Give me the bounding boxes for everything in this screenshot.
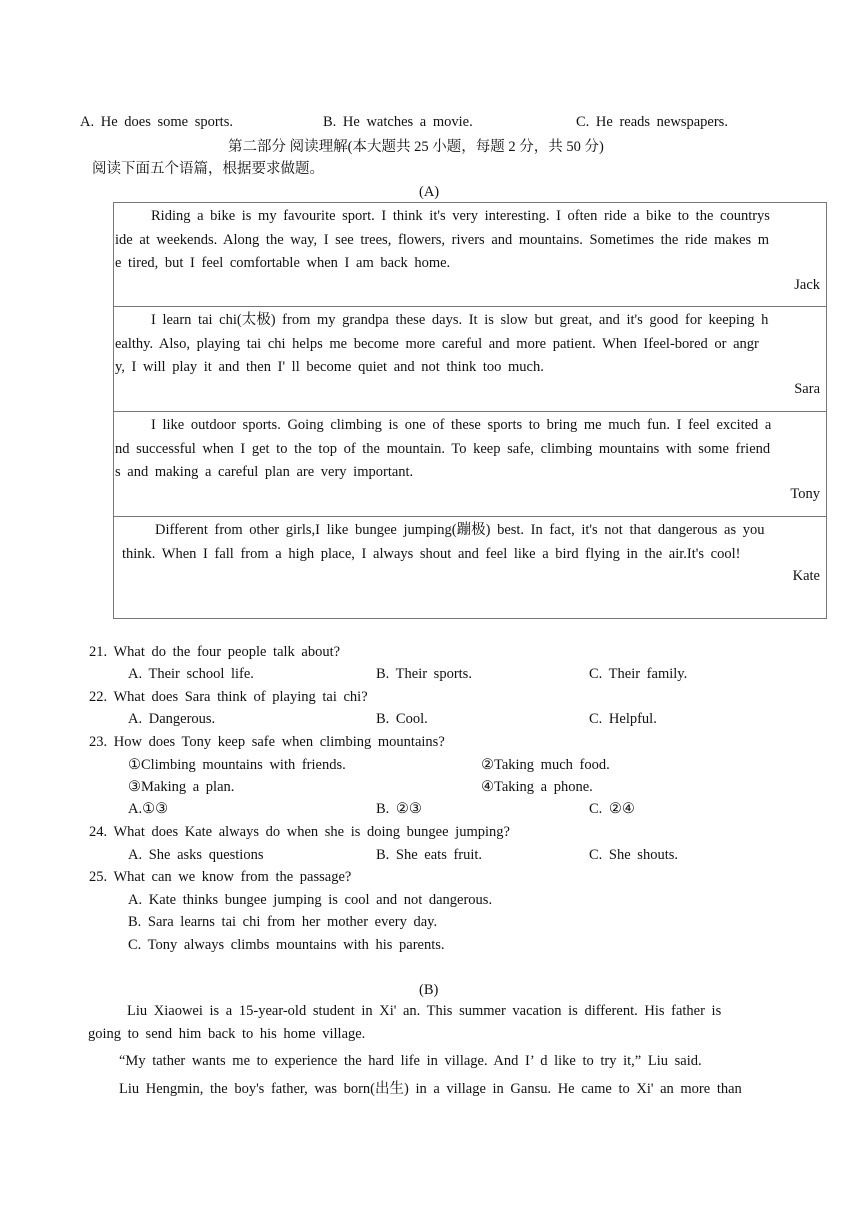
passage-a-label: (A): [419, 184, 440, 200]
entry-text: [114, 205, 826, 276]
entry-text: [114, 414, 826, 485]
q24-stem: 24. What does Kate always do when she is doing bungee jumping?: [89, 824, 510, 840]
prev-option-a: A. He does some sports.: [80, 114, 233, 130]
entry-author: Jack: [794, 277, 820, 293]
entry-author: Tony: [790, 486, 820, 502]
passage-b-p2: “My tather wants me to experience the hard life in village. And I’ d like to try it,” Liu said.: [119, 1053, 702, 1069]
q24-option-a: A. She asks questions: [128, 847, 264, 863]
q21-option-a: A. Their school life.: [128, 666, 254, 682]
q25-option-a: A. Kate thinks bungee jumping is cool and not dangerous.: [128, 892, 493, 908]
q23-stem: 23. How does Tony keep safe when climbing mountains?: [89, 734, 445, 750]
entry-line: I like outdoor sports. Going climbing is one of these sports to bring me much fun. I feel excited a: [151, 417, 772, 433]
q23-statement-3: ③Making a plan.: [128, 779, 235, 795]
q23-option-b: B. ②③: [376, 801, 422, 817]
passage-a-entry-jack: [113, 202, 827, 307]
passage-b-p3: Liu Hengmin, the boy's father, was born(出生) in a village in Gansu. He came to Xi' an more than: [119, 1081, 742, 1097]
passage-a-entry-tony: [113, 412, 827, 517]
passage-b-p1-line1: Liu Xiaowei is a 15-year-old student in Xi' an. This summer vacation is different. His father is: [127, 1003, 722, 1019]
q21-option-b: B. Their sports.: [376, 666, 472, 682]
entry-author: Sara: [794, 381, 820, 397]
entry-line: Riding a bike is my favourite sport. I think it's very interesting. I often ride a bike to the countrys: [151, 208, 770, 224]
passage-b-p1-line2: going to send him back to his home village.: [88, 1026, 366, 1042]
passage-b-label: (B): [419, 982, 439, 998]
q23-statement-2: ②Taking much food.: [481, 757, 610, 773]
q23-option-a: A.①③: [128, 801, 169, 817]
entry-line: nd successful when I get to the top of the mountain. To keep safe, climbing mountains with some friend: [115, 440, 771, 457]
q23-option-c: C. ②④: [589, 801, 635, 817]
passage-a-entry-kate: [113, 517, 827, 619]
entry-line: ealthy. Also, playing tai chi helps me become more careful and more patient. When Ifeel-bored or angr: [115, 335, 759, 352]
q22-option-c: C. Helpful.: [589, 711, 657, 727]
entry-line: I learn tai chi(太极) from my grandpa these days. It is slow but great, and it's good for keeping h: [151, 312, 769, 328]
entry-line: y, I will play it and then I' ll become quiet and not think too much.: [115, 359, 544, 375]
q21-stem: 21. What do the four people talk about?: [89, 644, 341, 660]
entry-text: [114, 519, 826, 566]
q24-option-c: C. She shouts.: [589, 847, 678, 863]
prev-option-c: C. He reads newspapers.: [576, 114, 728, 130]
q22-stem: 22. What does Sara think of playing tai chi?: [89, 689, 368, 705]
entry-line: think. When I fall from a high place, I always shout and feel like a bird flying in the air.It's cool!: [122, 545, 741, 562]
q22-option-a: A. Dangerous.: [128, 711, 216, 727]
prev-option-b: B. He watches a movie.: [323, 114, 473, 130]
q25-option-b: B. Sara learns tai chi from her mother every day.: [128, 914, 438, 930]
entry-line: ide at weekends. Along the way, I see trees, flowers, rivers and mountains. Sometimes the ride makes m: [115, 231, 770, 248]
entry-author: Kate: [792, 568, 820, 584]
entry-line: Different from other girls,I like bungee jumping(蹦极) best. In fact, it's not that dangerous as you: [155, 522, 765, 538]
q22-option-b: B. Cool.: [376, 711, 428, 727]
entry-text: [114, 309, 826, 380]
entry-line: s and making a careful plan are very important.: [115, 464, 414, 480]
q23-statement-1: ①Climbing mountains with friends.: [128, 757, 346, 773]
part2-heading: 第二部分 阅读理解(本大题共 25 小题，每题 2 分，共 50 分): [228, 139, 604, 155]
q21-option-c: C. Their family.: [589, 666, 688, 682]
q25-stem: 25. What can we know from the passage?: [89, 869, 352, 885]
entry-line: e tired, but I feel comfortable when I am back home.: [115, 255, 451, 271]
q25-option-c: C. Tony always climbs mountains with his parents.: [128, 937, 445, 953]
q23-statement-4: ④Taking a phone.: [481, 779, 593, 795]
q24-option-b: B. She eats fruit.: [376, 847, 483, 863]
part2-instruction: 阅读下面五个语篇，根据要求做题。: [92, 161, 324, 177]
passage-a-entry-sara: [113, 307, 827, 412]
